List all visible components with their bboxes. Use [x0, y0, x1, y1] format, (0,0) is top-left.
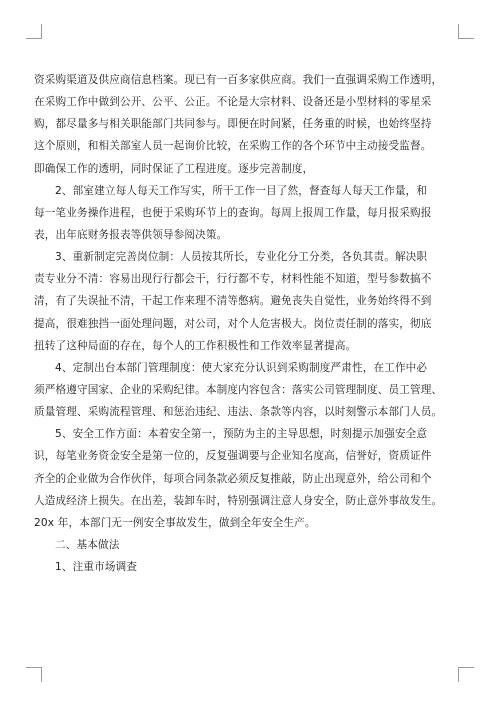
crop-mark-top-left-horizontal: [26, 38, 42, 39]
text-line: 20x 年，本部门无一例安全事故发生，做到全年安全生产。: [34, 516, 316, 529]
text-line: 5、安全工作方面：本着安全第一，预防为主的主导思想，时刻提示加强安全意: [55, 428, 428, 441]
text-line: 这个原则，和相关部室人员一起询价比较，在采购工作的各个环节中主动接受监督。: [34, 140, 432, 153]
crop-mark-top-right-horizontal: [458, 38, 474, 39]
text-line: 即确保工作的透明，同时保证了工程进度。逐步完善制度，: [34, 162, 314, 175]
text-line: 人造成经济上损失。在出差，装卸车时，特别强调注意人身安全，防止意外事故发生。: [34, 494, 443, 507]
crop-mark-top-left-vertical: [41, 24, 42, 39]
text-line: 1、注重市场调查: [55, 561, 138, 574]
text-line: 每一笔业务操作进程，也便于采购环节上的查询。每周上报周工作量，每月报采购报: [34, 206, 432, 219]
crop-mark-bottom-left-horizontal: [26, 667, 42, 668]
text-line: 责专业分不清：容易出现行行都会干，行行都不专，材料性能不知道，型号参数搞不: [34, 273, 432, 286]
crop-mark-bottom-left-vertical: [41, 667, 42, 682]
text-line: 扭转了这种局面的存在，每个人的工作积极性和工作效率显著提高。: [34, 339, 357, 352]
text-line: 在采购工作中做到公开、公平、公正。不论是大宗材料、设备还是小型材料的零星采: [34, 96, 432, 109]
text-line: 须严格遵守国家、企业的采购纪律。本制度内容包含：落实公司管理制度、员工管理、: [34, 383, 443, 396]
text-line: 3、重新制定完善岗位制：人员按其所长，专业化分工分类，各负其责。解决职: [55, 251, 428, 264]
text-line: 识，每笔业务资金安全是第一位的，反复强调要与企业知名度高，信誉好，资质证件: [34, 450, 432, 463]
document-body: [34, 69, 470, 578]
text-line: 齐全的企业做为合作伙伴，每项合同条款必须反复推敲，防止出现意外，给公司和个: [34, 472, 432, 485]
text-line: 质量管理、采购流程管理、和惩治违纪、违法、条款等内容，以时刻警示本部门人员。: [34, 406, 443, 419]
text-line: 4、定制出台本部门管理制度：使大家充分认识到采购制度严肃性，在工作中必: [55, 361, 428, 374]
text-line: 提高，很难独挡一面处理问题，对公司，对个人危害极大。岗位责任制的落实，彻底: [34, 317, 432, 330]
text-line: 资采购渠道及供应商信息档案。现已有一百多家供应商。我们一直强调采购工作透明，: [34, 74, 443, 86]
text-line: 清，有了失误扯不清，干起工作来理不清等憋病。避免丧失自觉性，业务始终得不到: [34, 295, 432, 308]
text-line: 二、基本做法: [55, 538, 120, 551]
text-line: 表，出年底财务报表等供领导参阅决策。: [34, 228, 228, 241]
crop-mark-bottom-right-horizontal: [458, 667, 474, 668]
text-line: 2、部室建立每人每天工作写实，所干工作一目了然，督查每人每天工作量，和: [55, 184, 428, 197]
text-line: 购，都尽量多与相关职能部门共同参与。即便在时间紧，任务重的时候，也始终坚持: [34, 118, 432, 131]
body-text: [34, 69, 470, 578]
crop-mark-bottom-right-vertical: [458, 667, 459, 682]
crop-mark-top-right-vertical: [458, 24, 459, 39]
